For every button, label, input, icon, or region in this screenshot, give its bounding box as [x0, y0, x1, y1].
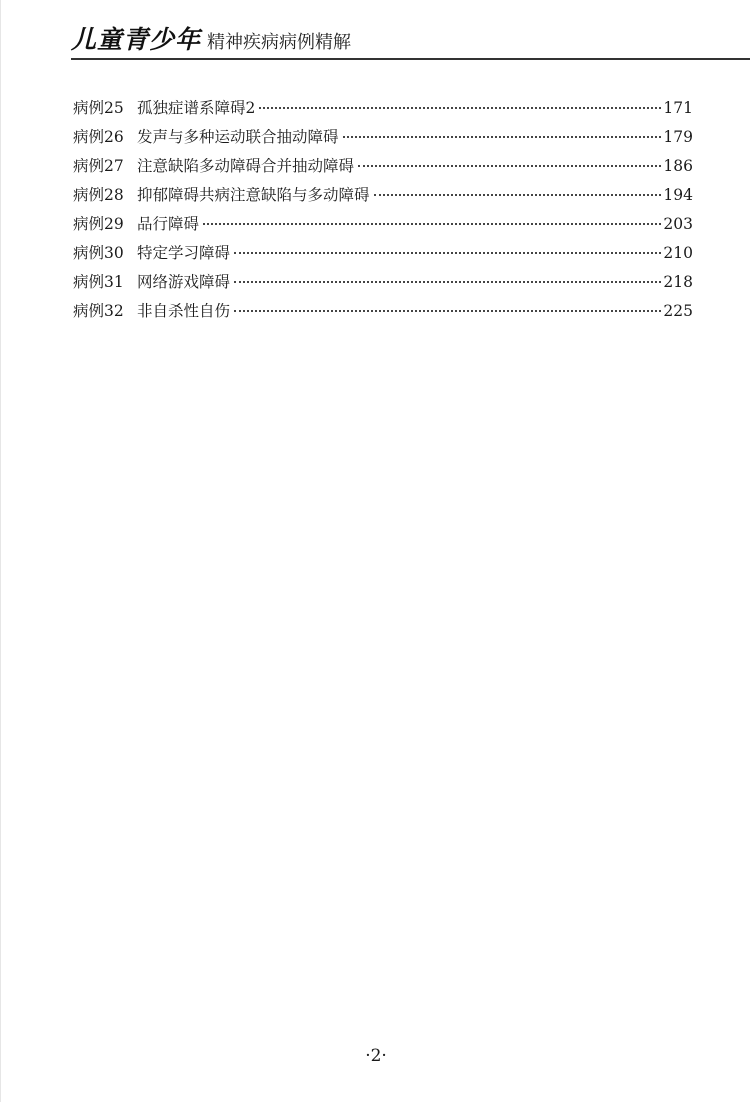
- header-rule: [71, 58, 750, 60]
- toc-entry[interactable]: [73, 154, 693, 183]
- toc-dot-leader: [234, 252, 661, 254]
- toc-entry-title: 抑郁障碍共病注意缺陷与多动障碍: [137, 186, 370, 204]
- toc-entry-page: 225: [663, 302, 693, 320]
- running-header: [71, 20, 731, 56]
- toc-entry-page: 194: [663, 186, 693, 204]
- toc-entry-title: 网络游戏障碍: [137, 273, 231, 291]
- book-title-subtitle: 精神疾病病例精解: [207, 32, 352, 53]
- toc-entry[interactable]: [73, 125, 693, 154]
- toc-entry-number: 病例27: [73, 157, 124, 175]
- toc-entry-number: 病例28: [73, 186, 124, 204]
- toc-entry-page: 210: [663, 244, 693, 262]
- toc-dot-leader: [358, 165, 661, 167]
- toc-entry[interactable]: [73, 270, 693, 299]
- toc-entry[interactable]: [73, 183, 693, 212]
- toc-dot-leader: [234, 281, 661, 283]
- toc-entry[interactable]: [73, 212, 693, 241]
- toc-entry[interactable]: [73, 299, 693, 328]
- toc-dot-leader: [374, 194, 662, 196]
- toc-entry-number: 病例29: [73, 215, 124, 233]
- toc-dot-leader: [259, 107, 661, 109]
- toc-entry-title: 非自杀性自伤: [137, 302, 231, 320]
- toc-entry-page: 218: [663, 273, 693, 291]
- toc-entry-number: 病例32: [73, 302, 124, 320]
- toc-dot-leader: [343, 136, 662, 138]
- toc-entry-page: 179: [663, 128, 693, 146]
- toc-entry[interactable]: [73, 96, 693, 125]
- toc-entry-number: 病例30: [73, 244, 124, 262]
- toc-entry-title: 品行障碍: [137, 215, 200, 233]
- toc-entry-number: 病例31: [73, 273, 124, 291]
- toc-entry-title: 注意缺陷多动障碍合并抽动障碍: [137, 157, 355, 175]
- toc-dot-leader: [234, 310, 661, 312]
- toc-entry-title: 孤独症谱系障碍2: [137, 99, 256, 117]
- toc-entry-page: 171: [663, 99, 693, 117]
- toc-entry-title: 特定学习障碍: [137, 244, 231, 262]
- page-number: ·2·: [365, 1046, 387, 1066]
- toc-entry-page: 186: [663, 157, 693, 175]
- toc-dot-leader: [203, 223, 661, 225]
- toc-entry-number: 病例26: [73, 128, 124, 146]
- toc-entry[interactable]: [73, 241, 693, 270]
- toc-entry-title: 发声与多种运动联合抽动障碍: [137, 128, 339, 146]
- toc-entry-number: 病例25: [73, 99, 124, 117]
- toc-entry-page: 203: [663, 215, 693, 233]
- book-title-main: 儿童青少年: [71, 25, 202, 54]
- table-of-contents: [73, 96, 693, 328]
